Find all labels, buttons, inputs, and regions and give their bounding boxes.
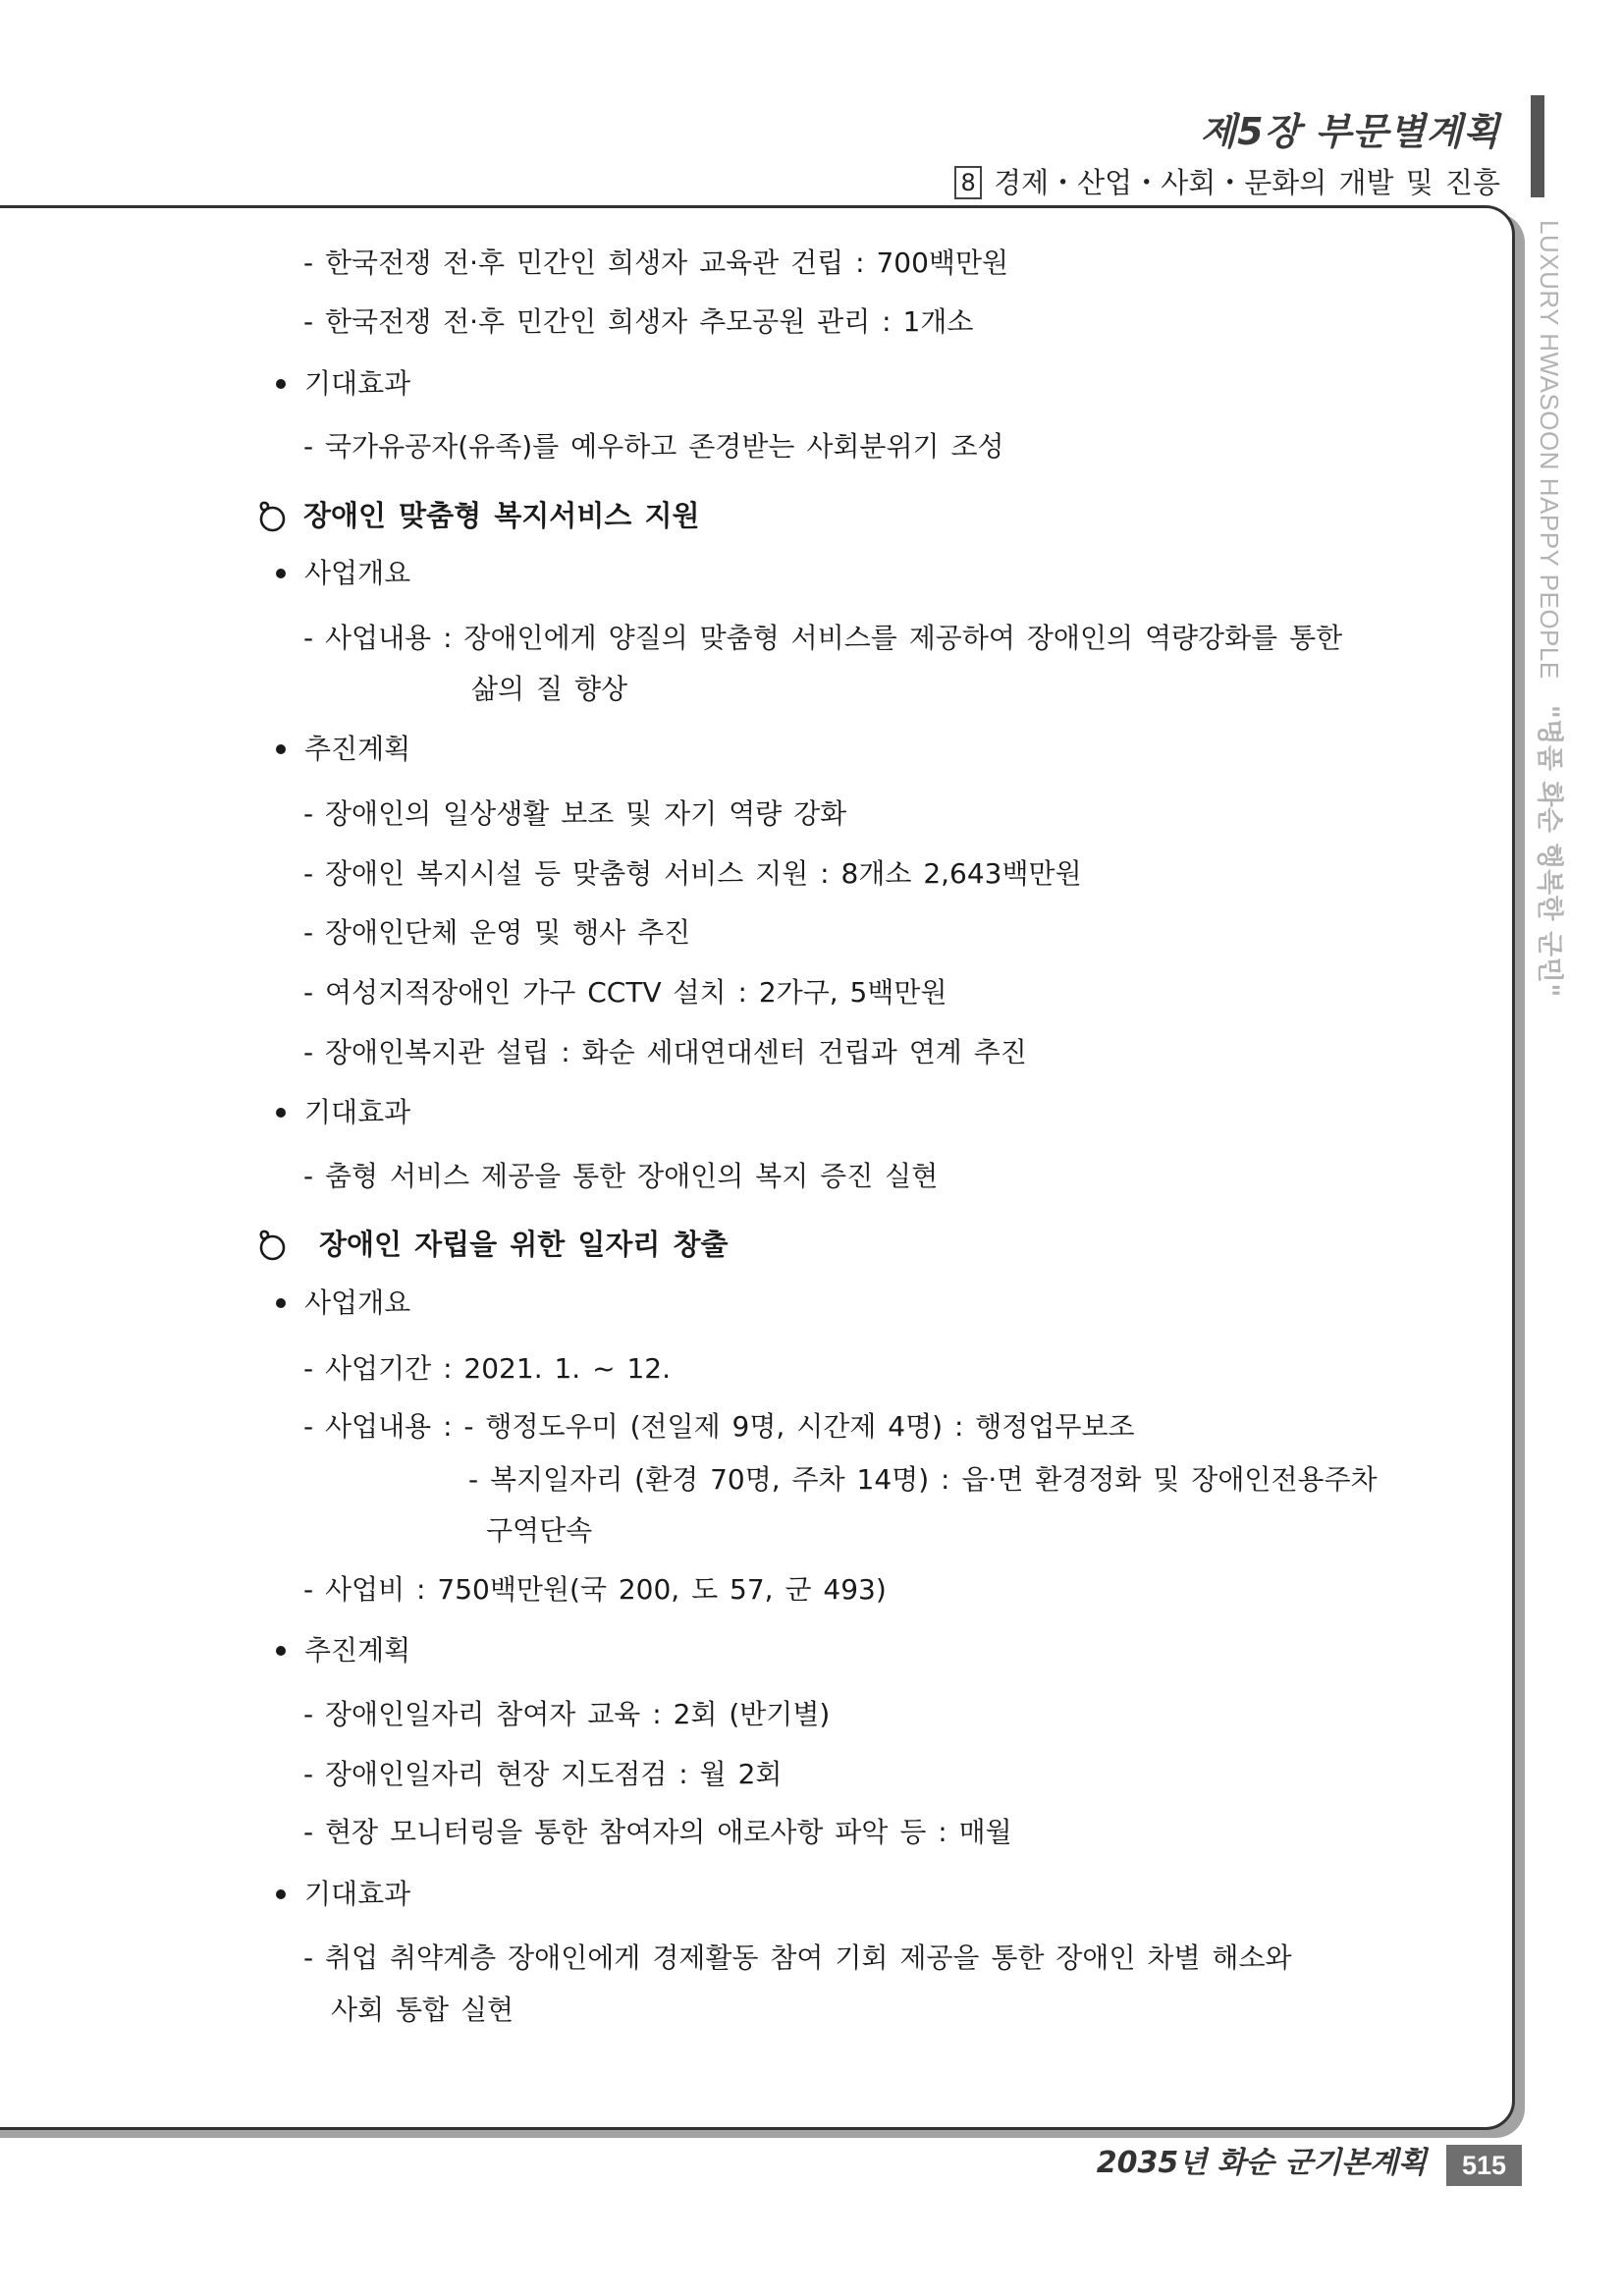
header-accent-bar: [1531, 95, 1544, 197]
bullet-item-overview: [304, 556, 410, 591]
list-item: - 한국전쟁 전·후 민간인 희생자 추모공원 관리 : 1개소: [303, 305, 974, 338]
side-banner-english: LUXURY HWASOON HAPPY PEOPLE: [1535, 220, 1564, 680]
section-title-text: 경제・산업・사회・문화의 개발 및 진흥: [994, 166, 1500, 199]
list-item-continuation: 사회 통합 실현: [331, 1994, 514, 2026]
footer-book-title: 2035년 화순 군기본계획: [1096, 2146, 1427, 2180]
list-item: - 여성지적장애인 가구 CCTV 설치 : 2가구, 5백만원: [303, 976, 947, 1009]
section-heading: [954, 163, 1500, 202]
bullet-item-plan: [304, 732, 410, 767]
list-item: - 장애인단체 운영 및 행사 추진: [303, 916, 691, 949]
list-item: - 장애인일자리 현장 지도점검 : 월 2회: [303, 1758, 783, 1790]
bullet-dot: [276, 744, 286, 754]
list-item: - 장애인의 일상생활 보조 및 자기 역량 강화: [303, 797, 847, 830]
list-item: - 춤형 서비스 제공을 통한 장애인의 복지 증진 실현: [303, 1160, 939, 1192]
list-subitem: - 복지일자리 (환경 70명, 주차 14명) : 읍·면 환경정화 및 장애인전용주차: [468, 1463, 1378, 1496]
bullet-item-effect: [304, 1877, 410, 1912]
list-item: - 사업기간 : 2021. 1. ~ 12.: [303, 1352, 671, 1385]
list-item: - 장애인일자리 참여자 교육 : 2회 (반기별): [303, 1698, 831, 1730]
list-item: - 국가유공자(유족)를 예우하고 존경받는 사회분위기 조성: [303, 430, 1004, 463]
bullet-label: 추진계획: [304, 733, 411, 765]
bullet-dot: [276, 1108, 286, 1118]
bullet-label: 사업개요: [304, 1286, 411, 1319]
list-item-continuation: 삶의 질 향상: [471, 673, 628, 705]
list-item: - 장애인복지관 설립 : 화순 세대연대센터 건립과 연계 추진: [303, 1036, 1027, 1068]
side-banner: [1534, 220, 1565, 1104]
circle-swirl-icon: [254, 1229, 288, 1262]
page-number: 515: [1446, 2145, 1522, 2186]
bullet-label: 사업개요: [304, 557, 411, 589]
section-title: 장애인 자립을 위한 일자리 창출: [319, 1228, 729, 1261]
list-item: - 사업내용 : 장애인에게 양질의 맞춤형 서비스를 제공하여 장애인의 역량강화를 통한: [303, 622, 1343, 654]
list-item: - 장애인 복지시설 등 맞춤형 서비스 지원 : 8개소 2,643백만원: [303, 857, 1082, 890]
bullet-dot: [276, 379, 286, 389]
list-item: - 한국전쟁 전·후 민간인 희생자 교육관 건립 : 700백만원: [303, 246, 1009, 279]
section-title: 장애인 맞춤형 복지서비스 지원: [303, 499, 700, 532]
bullet-label: 추진계획: [304, 1634, 411, 1667]
list-item: - 취업 취약계층 장애인에게 경제활동 참여 기회 제공을 통한 장애인 차별 해소와: [303, 1941, 1292, 1974]
bullet-label: 기대효과: [304, 1096, 411, 1128]
bullet-label: 기대효과: [304, 1878, 411, 1910]
list-item-continuation: 구역단속: [486, 1514, 593, 1547]
list-item: - 현장 모니터링을 통한 참여자의 애로사항 파악 등 : 매월: [303, 1816, 1012, 1848]
bullet-item-plan: [304, 1633, 410, 1668]
bullet-label: 기대효과: [304, 367, 411, 400]
list-item: - 사업내용 : - 행정도우미 (전일제 9명, 시간제 4명) : 행정업무보조: [303, 1410, 1135, 1443]
list-item: - 사업비 : 750백만원(국 200, 도 57, 군 493): [303, 1573, 887, 1606]
bullet-item-effect: [304, 1095, 410, 1130]
chapter-title: 제5장 부문별계획: [1200, 110, 1500, 153]
side-banner-korean: "명품 화순 행복한 군민": [1534, 704, 1564, 998]
section-number-badge: 8: [954, 166, 982, 199]
bullet-dot: [276, 1646, 286, 1656]
bullet-item-overview: [304, 1285, 410, 1321]
bullet-dot: [276, 1298, 286, 1308]
bullet-dot: [276, 1889, 286, 1899]
bullet-item-effect: [304, 366, 410, 402]
bullet-dot: [276, 569, 286, 578]
circle-swirl-icon: [254, 500, 288, 533]
